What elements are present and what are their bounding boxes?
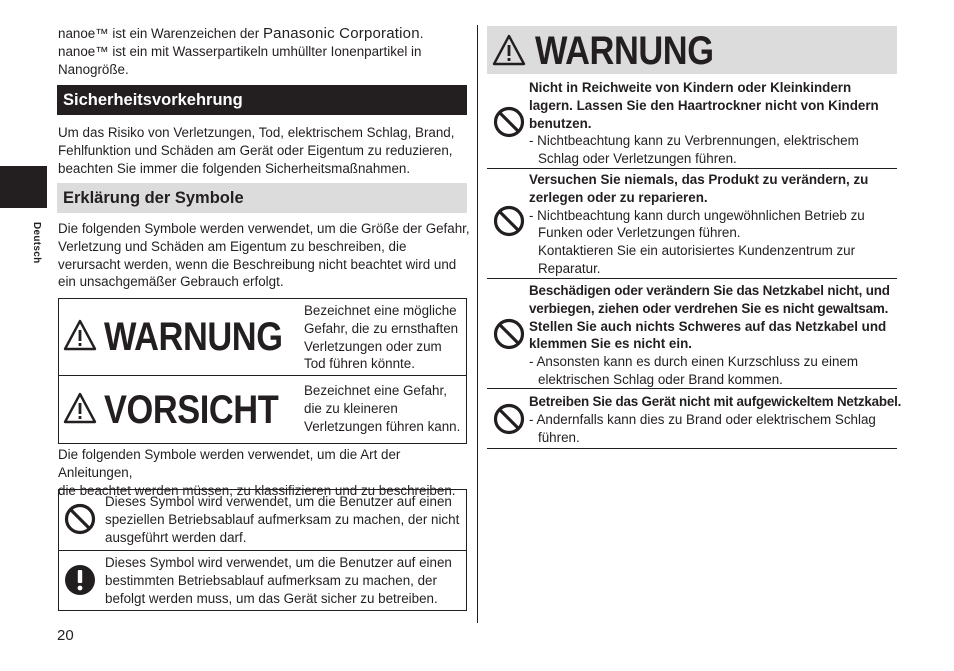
- warning-text: [529, 171, 897, 278]
- warning-bold-line: zerlegen oder zu reparieren.: [529, 189, 708, 205]
- warning-consequence-line: - Andernfalls kann dies zu Brand oder elektrischem Schlag: [529, 411, 876, 427]
- warning-consequence-line: Schlag oder Verletzungen führen.: [538, 151, 737, 167]
- mandatory-description-line: befolgt werden muss, um das Gerät sicher zu betreiben.: [105, 590, 438, 606]
- caution-triangle-icon: [63, 392, 97, 424]
- warning-consequence-line: Kontaktieren Sie ein autorisiertes Kundenzentrum zur: [538, 243, 856, 259]
- prohibited-description: [105, 493, 465, 546]
- warning-bold-line: verbiegen, ziehen oder verdrehen Sie es nicht gewaltsam.: [529, 300, 889, 316]
- mandatory-icon: [64, 564, 96, 596]
- safety-text-line: beachten Sie immer die folgenden Sicherheitsmaßnahmen.: [58, 160, 411, 176]
- language-tab: [0, 166, 47, 208]
- mandatory-description: [105, 554, 465, 607]
- prohibited-icon: [493, 106, 525, 138]
- warning-triangle-icon: [492, 34, 526, 66]
- prohibited-icon: [493, 318, 525, 350]
- warning-consequence-line: Funken oder Verletzungen führen.: [538, 225, 741, 241]
- prohibited-icon: [64, 503, 96, 535]
- warning-item: [487, 169, 897, 279]
- warning-bold-line: lagern. Lassen Sie den Haartrockner nicht von Kindern: [529, 97, 879, 113]
- instructions-text-line: Die folgenden Symbole werden verwendet, um die Art der Anleitungen,: [58, 447, 401, 480]
- warning-description-line: Gefahr, die zu ernsthaften: [304, 320, 459, 336]
- prohibited-icon: [493, 403, 525, 435]
- warning-bold-line: Stellen Sie auch nichts Schweres auf das Netzkabel und: [529, 318, 887, 334]
- warning-bold-line: Beschädigen oder verändern Sie das Netzkabel nicht, und: [529, 283, 890, 298]
- language-label: Deutsch: [31, 222, 42, 264]
- warning-signal-word: WARNUNG: [104, 315, 283, 359]
- warning-consequence-line: elektrischen Schlag oder Brand kommen.: [538, 371, 783, 387]
- symbols-text-line: verursacht werden, wenn die Beschreibung nicht beachtet wird und: [58, 256, 457, 272]
- symbols-heading: Erklärung der Symbole: [57, 183, 467, 213]
- warning-text: [529, 393, 902, 446]
- caution-level-row: [59, 376, 466, 443]
- warning-consequence-line: - Ansonsten kann es durch einen Kurzschluss zu einem: [529, 354, 858, 370]
- warning-consequence-line: - Nichtbeachtung kann durch ungewöhnlichen Betrieb zu: [529, 207, 865, 223]
- symbols-text-line: ein unsachgemäßer Gebrauch erfolgt.: [58, 274, 284, 290]
- warning-bold-line: benutzen.: [529, 115, 592, 131]
- safety-text-line: Um das Risiko von Verletzungen, Tod, elektrischem Schlag, Brand,: [58, 125, 455, 140]
- hazard-level-table: [58, 298, 467, 444]
- caution-signal-word: VORSICHT: [104, 388, 279, 432]
- warning-text: [529, 79, 897, 168]
- warning-description-line: Bezeichnet eine mögliche: [304, 303, 457, 318]
- warning-bold-line: klemmen Sie es nicht ein.: [529, 336, 692, 352]
- mandatory-description-line: Dieses Symbol wird verwendet, um die Benutzer auf einen: [105, 555, 452, 570]
- warning-bold-line: Versuchen Sie niemals, das Produkt zu verändern, zu: [529, 172, 869, 187]
- column-divider: [477, 25, 478, 623]
- warning-consequence-line: führen.: [538, 429, 580, 445]
- prohibited-description-line: Dieses Symbol wird verwendet, um die Benutzer auf einen: [105, 494, 452, 509]
- warning-triangle-icon: [63, 319, 97, 351]
- prohibited-icon: [493, 205, 525, 237]
- warning-description-line: Tod führen könnte.: [304, 356, 415, 372]
- prohibited-description-line: speziellen Betriebsablauf aufmerksam zu machen, der nicht: [105, 511, 460, 527]
- warning-header: [487, 26, 897, 74]
- caution-description: [304, 382, 469, 435]
- prohibited-description-line: ausgeführt werden darf.: [105, 529, 247, 545]
- warning-consequence-line: Reparatur.: [538, 260, 601, 276]
- warning-description-line: Verletzungen oder zum: [304, 338, 442, 354]
- mandatory-description-line: bestimmten Betriebsablauf aufmerksam zu machen, der: [105, 572, 437, 588]
- prohibited-symbol-row: [59, 490, 466, 551]
- brand-name: Panasonic Corporation: [262, 25, 420, 42]
- trademark-text: nanoe™ ist ein Warenzeichen der: [58, 26, 263, 41]
- warning-bold-line: Nicht in Reichweite von Kindern oder Kleinkindern: [529, 80, 852, 95]
- caution-description-line: Bezeichnet eine Gefahr,: [304, 383, 447, 398]
- symbols-text-line: Verletzung und Schäden am Eigentum zu beschreiben, die: [58, 238, 407, 254]
- caution-description-line: Verletzungen führen kann.: [304, 418, 461, 434]
- nanoe-description-2: Nanogröße.: [58, 61, 129, 77]
- safety-text: [58, 124, 470, 177]
- trademark-note: [58, 25, 468, 78]
- warning-bold-line: Betreiben Sie das Gerät nicht mit aufgewickeltem Netzkabel.: [529, 394, 902, 409]
- page-number: 20: [57, 627, 74, 644]
- symbols-text: [58, 220, 470, 291]
- nanoe-description-1: nanoe™ ist ein mit Wasserpartikeln umhüllter Ionenpartikel in: [58, 43, 422, 59]
- warning-item: [487, 390, 902, 449]
- trademark-period: .: [419, 26, 424, 41]
- symbols-text-line: Die folgenden Symbole werden verwendet, um die Größe der Gefahr,: [58, 221, 470, 236]
- instructions-text-line: die beachtet werden müssen, zu klassifizieren und zu beschreiben.: [58, 482, 456, 498]
- warning-header-word: WARNUNG: [535, 29, 714, 73]
- caution-description-line: die zu kleineren: [304, 400, 398, 416]
- warning-level-row: [59, 299, 466, 376]
- safety-text-line: Fehlfunktion und Schäden am Gerät oder Eigentum zu reduzieren,: [58, 142, 453, 158]
- symbol-table: [58, 489, 467, 611]
- warning-item: [487, 280, 897, 389]
- warning-text: [529, 282, 897, 389]
- safety-heading: Sicherheitsvorkehrung: [57, 85, 467, 115]
- warning-consequence-line: - Nichtbeachtung kann zu Verbrennungen, elektrischem: [529, 133, 859, 149]
- warning-item: [487, 77, 897, 169]
- mandatory-symbol-row: [59, 551, 466, 610]
- warning-description: [304, 302, 469, 373]
